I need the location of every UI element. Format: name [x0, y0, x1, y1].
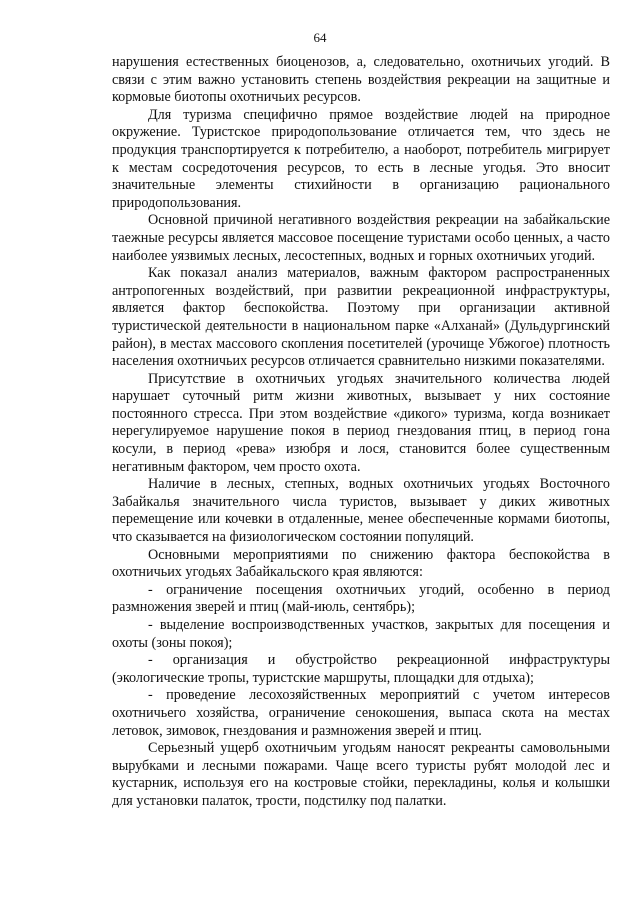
- list-item: - проведение лесохозяйственных мероприятий с учетом интересов охотничьего хозяйства, ограничение сенокошения, выпаса скота на местах летовок, зимовок, гнездования и размножения зверей и птиц.: [112, 687, 610, 739]
- body-text: [112, 54, 610, 811]
- list-item: - ограничение посещения охотничьих угодий, особенно в период размножения зверей и птиц (май-июль, сентябрь);: [112, 581, 610, 616]
- paragraph: Как показал анализ материалов, важным фактором распространенных антропогенных воздействий, при развитии рекреационной инфраструктуры, является фактор беспокойства. Поэтому при организации активной туристической деятельности в национальном парке «Алханай» (Дульдургинский район), в местах массового скопления посетителей (урочище Убжогое) плотность населения охотничьих ресурсов отличается сравнительно низкими показателями.: [112, 265, 610, 370]
- paragraph: Для туризма специфично прямое воздействие людей на природное окружение. Туристское природопользование отличается тем, что здесь не продукция транспортируется к потребителю, а наоборот, потребитель мигрирует к местам сосредоточения ресурсов, то есть в лесные угодья. Это вносит значительные элементы стихийности в организацию рационального природопользования.: [112, 106, 610, 211]
- list-item: - выделение воспроизводственных участков, закрытых для посещения и охоты (зоны покоя);: [112, 617, 610, 651]
- paragraph: Наличие в лесных, степных, водных охотничьих угодьях Восточного Забайкалья значительного числа туристов, вызывает у диких животных перемещение или кочевки в отдаленные, менее обеспеченные кормами биотопы, что сказывается на физиологическом состоянии популяций.: [112, 476, 610, 546]
- page-number: 64: [313, 30, 327, 45]
- paragraph: Серьезный ущерб охотничьим угодьям наносят рекреанты самовольными вырубками и лесными пожарами. Чаще всего туристы рубят молодой лес и кустарник, используя его на костровые стойки, перекладины, колья и колышки для установки палаток, трости, подстилку под палатки.: [112, 740, 610, 809]
- list-item: - организация и обустройство рекреационной инфраструктуры (экологические тропы, туристские маршруты, площадки для отдыха);: [112, 652, 610, 686]
- paragraph: Присутствие в охотничьих угодьях значительного количества людей нарушает суточный ритм жизни животных, вызывает у них состояние постоянного стресса. При этом воздействие «дикого» туризма, когда возникает нерегулируемое нарушение покоя в период гнездования птиц, в период гона косули, в период «рева» изюбря и лося, становится более существенным негативным фактором, чем просто охота.: [112, 370, 610, 475]
- paragraph: нарушения естественных биоценозов, а, следовательно, охотничьих угодий. В связи с этим важно установить степень воздействия рекреации на защитные и кормовые биотопы охотничьих ресурсов.: [112, 54, 610, 106]
- paragraph: Основными мероприятиями по снижению фактора беспокойства в охотничьих угодьях Забайкальского края являются:: [112, 546, 610, 581]
- paragraph: Основной причиной негативного воздействия рекреации на забайкальские таежные ресурсы является массовое посещение туристами особо ценных, а часто наиболее уязвимых лесных, лесостепных, водных и горных охотничьих угодий.: [112, 212, 610, 264]
